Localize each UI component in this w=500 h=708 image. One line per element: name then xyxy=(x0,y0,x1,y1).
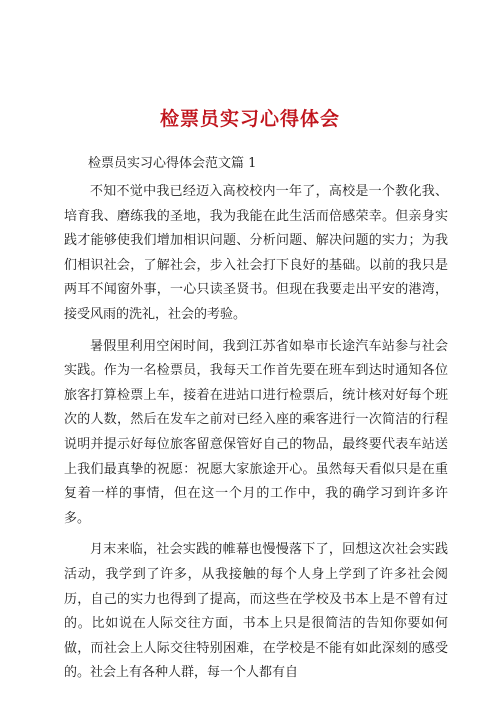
document-body xyxy=(64,180,448,693)
document-title: 检票员实习心得体会 xyxy=(159,108,340,130)
paragraph-1: 不知不觉中我已经迈入高校校内一年了，高校是一个教化我、培育我、磨练我的圣地，我为我能在此生活而倍感荣幸。但亲身实践才能够使我们增加相识问题、分析问题、解决问题的实力；为我们相识社会，了解社会，步入社会打下良好的基础。以前的我只是两耳不闻窗外事，一心只读圣贤书。但现在我要走出平安的港湾，接受风雨的洗礼，社会的考验。 xyxy=(64,184,448,322)
paragraph-3: 月末来临，社会实践的帷幕也慢慢落下了，回想这次社会实践活动，我学到了许多，从我接触的每个人身上学到了许多社会阅历，自己的实力也得到了提高，而这些在学校及书本上是不曾有过的。比如说在人际交往方面，书本上只是很简洁的告知你要如何做，而社会上人际交往特别困难，在学校是不能有如此深刻的感受的。社会上有各种人群，每一个人都有自 xyxy=(64,542,448,681)
paragraph-2: 暑假里利用空闲时间，我到江苏省如皋市长途汽车站参与社会实践。作为一名检票员，我每天工作首先要在班车到达时通知各位旅客打算检票上车，接着在进站口进行检票后，统计核对好每个班次的人数，然后在发车之前对已经入座的乘客进行一次简洁的行程说明并提示好每位旅客留意保管好自己的物品，最终要代表车站送上我们最真挚的祝愿：祝愿大家旅途开心。虽然每天看似只是在重复着一样的事情，但在这一个月的工作中，我的确学习到许多许多。 xyxy=(64,338,448,526)
document-subtitle: 检票员实习心得体会范文篇 1 xyxy=(88,156,257,171)
